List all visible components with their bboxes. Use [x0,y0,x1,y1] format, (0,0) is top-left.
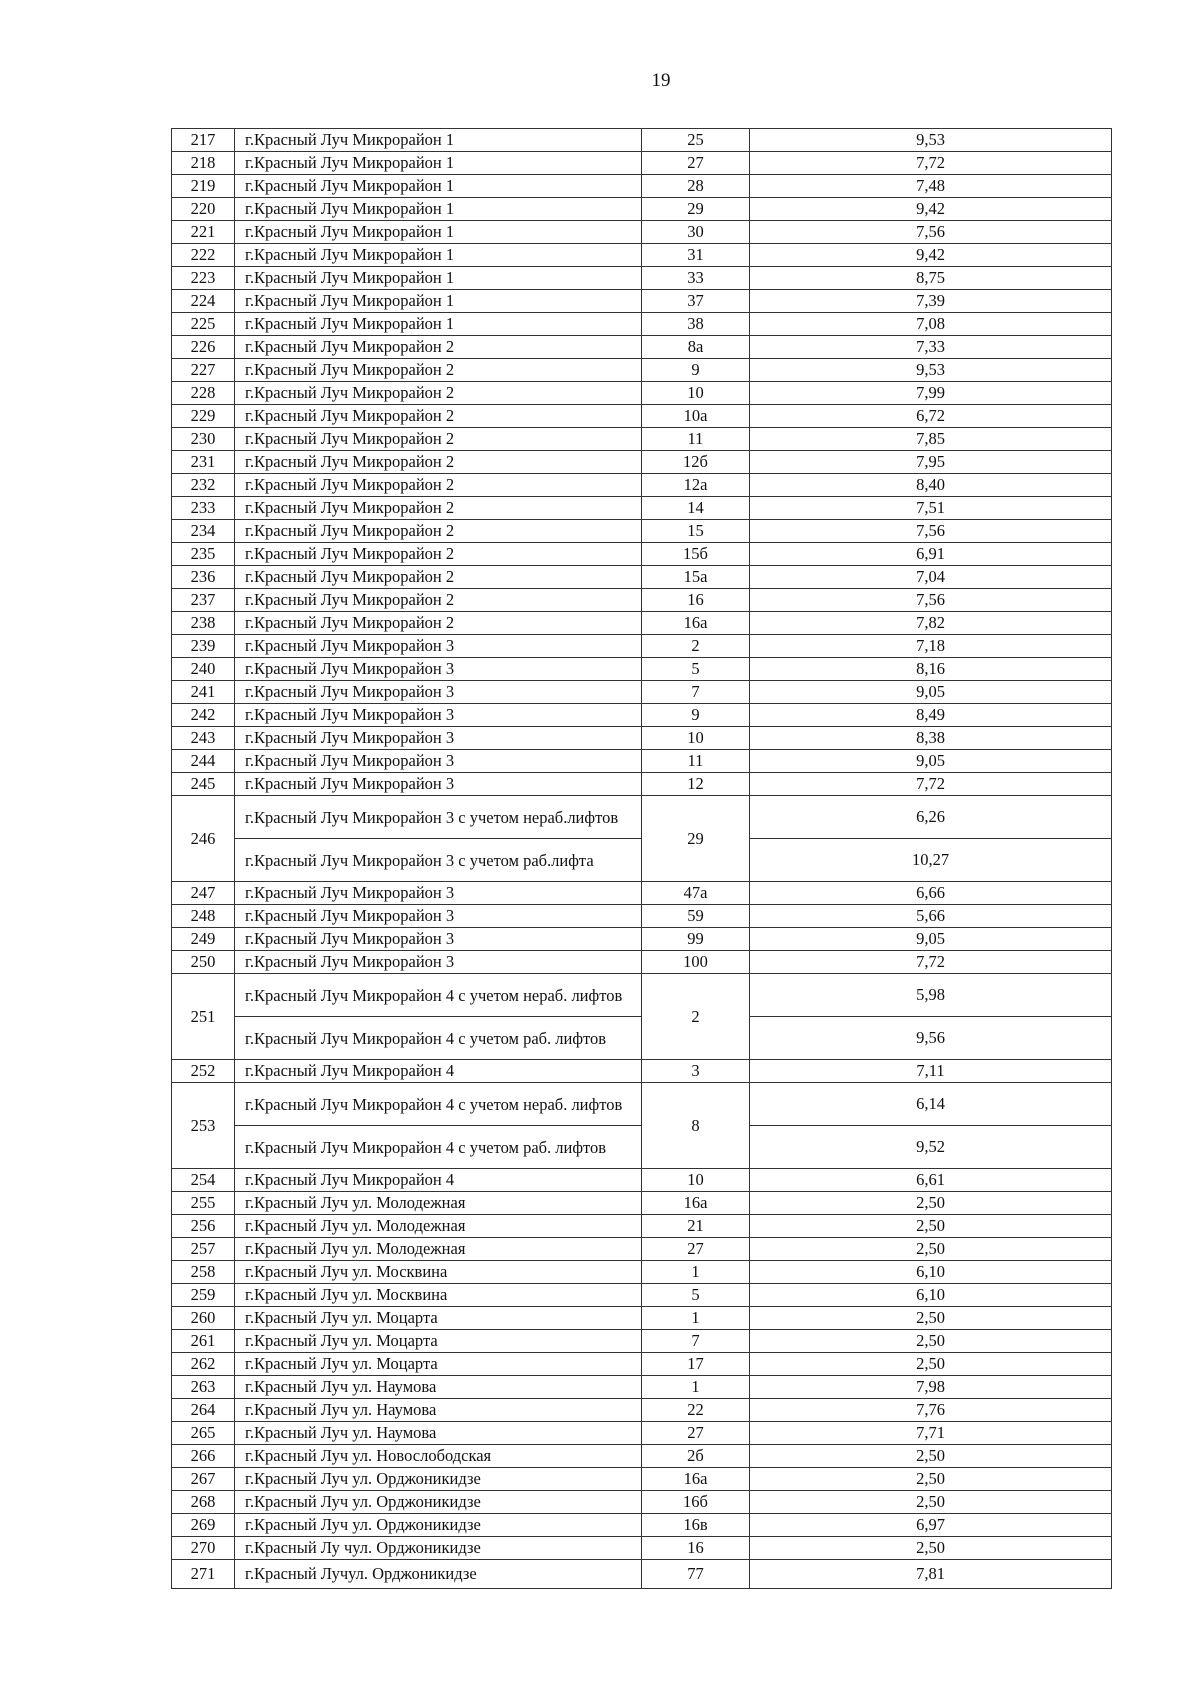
row-rate: 6,14 [750,1083,1112,1126]
table-row [172,336,1112,359]
row-house-number: 1 [642,1376,750,1399]
table-row [172,1215,1112,1238]
row-rate: 6,97 [750,1514,1112,1537]
row-house-number: 27 [642,1422,750,1445]
row-number: 224 [172,290,235,313]
row-address: г.Красный Луч Микрорайон 3 [235,635,642,658]
row-number: 265 [172,1422,235,1445]
table-row [172,1238,1112,1261]
table-row [172,750,1112,773]
row-house-number: 9 [642,359,750,382]
row-number: 267 [172,1468,235,1491]
row-rate: 8,40 [750,474,1112,497]
row-house-number: 14 [642,497,750,520]
row-number: 247 [172,882,235,905]
row-address: г.Красный Луч Микрорайон 3 [235,727,642,750]
row-house-number: 7 [642,681,750,704]
row-address: г.Красный Луч ул. Наумова [235,1422,642,1445]
row-number: 235 [172,543,235,566]
row-address: г.Красный Луч Микрорайон 2 [235,474,642,497]
row-rate: 9,42 [750,198,1112,221]
row-rate: 9,05 [750,928,1112,951]
row-rate: 8,49 [750,704,1112,727]
tariff-table [171,128,1112,1589]
table-row [172,928,1112,951]
row-rate: 7,99 [750,382,1112,405]
row-address: г.Красный Луч Микрорайон 2 [235,451,642,474]
row-rate: 10,27 [750,839,1112,882]
row-house-number: 16а [642,1468,750,1491]
row-rate: 7,71 [750,1422,1112,1445]
row-address: г.Красный Луч Микрорайон 4 с учетом нераб. лифтов [235,974,642,1017]
row-address: г.Красный Луч Микрорайон 3 с учетом раб.лифта [235,839,642,882]
row-rate: 9,53 [750,359,1112,382]
row-rate: 9,52 [750,1126,1112,1169]
row-address: г.Красный Луч Микрорайон 1 [235,221,642,244]
row-rate: 7,81 [750,1560,1112,1589]
row-address: г.Красный Луч ул. Наумова [235,1399,642,1422]
row-number: 239 [172,635,235,658]
row-house-number: 10 [642,1169,750,1192]
row-number: 260 [172,1307,235,1330]
row-rate: 6,91 [750,543,1112,566]
table-row [172,198,1112,221]
row-address: г.Красный Луч Микрорайон 1 [235,313,642,336]
row-rate: 7,08 [750,313,1112,336]
page-number: 19 [651,70,671,91]
row-house-number: 1 [642,1261,750,1284]
row-number: 254 [172,1169,235,1192]
row-number: 228 [172,382,235,405]
row-house-number: 9 [642,704,750,727]
row-rate: 7,72 [750,773,1112,796]
row-address: г.Красный Луч ул. Молодежная [235,1215,642,1238]
table-row [172,1353,1112,1376]
row-house-number: 15 [642,520,750,543]
table-row [172,474,1112,497]
row-address: г.Красный Луч Микрорайон 4 с учетом нераб. лифтов [235,1083,642,1126]
row-rate: 9,53 [750,129,1112,152]
row-rate: 7,18 [750,635,1112,658]
row-house-number: 16б [642,1491,750,1514]
row-address: г.Красный Луч ул. Москвина [235,1284,642,1307]
row-number: 248 [172,905,235,928]
row-address: г.Красный Луч ул. Молодежная [235,1192,642,1215]
row-house-number: 11 [642,750,750,773]
row-house-number: 29 [642,796,750,882]
row-number: 222 [172,244,235,267]
row-rate: 8,75 [750,267,1112,290]
table-row [172,1491,1112,1514]
table-row [172,175,1112,198]
row-house-number: 28 [642,175,750,198]
table-row [172,1083,1112,1126]
table-row [172,727,1112,750]
row-address: г.Красный Луч Микрорайон 3 с учетом нераб.лифтов [235,796,642,839]
row-address: г.Красный Луч Микрорайон 2 [235,589,642,612]
row-rate: 2,50 [750,1491,1112,1514]
row-number: 229 [172,405,235,428]
row-house-number: 59 [642,905,750,928]
row-address: г.Красный Луч ул. Моцарта [235,1330,642,1353]
row-rate: 7,33 [750,336,1112,359]
row-house-number: 12б [642,451,750,474]
row-address: г.Красный Луч Микрорайон 1 [235,290,642,313]
row-address: г.Красный Луч Микрорайон 2 [235,543,642,566]
table-row [172,1060,1112,1083]
table-row [172,1468,1112,1491]
row-address: г.Красный Луч Микрорайон 3 [235,928,642,951]
row-rate: 6,66 [750,882,1112,905]
row-rate: 2,50 [750,1238,1112,1261]
row-number: 237 [172,589,235,612]
row-rate: 6,10 [750,1284,1112,1307]
table-row [172,658,1112,681]
row-house-number: 30 [642,221,750,244]
row-number: 236 [172,566,235,589]
row-number: 261 [172,1330,235,1353]
row-number: 251 [172,974,235,1060]
row-rate: 8,38 [750,727,1112,750]
row-house-number: 15а [642,566,750,589]
row-house-number: 16в [642,1514,750,1537]
row-rate: 9,05 [750,681,1112,704]
row-rate: 9,56 [750,1017,1112,1060]
table-row [172,1422,1112,1445]
row-number: 264 [172,1399,235,1422]
row-house-number: 3 [642,1060,750,1083]
row-rate: 7,95 [750,451,1112,474]
row-rate: 7,56 [750,589,1112,612]
row-address: г.Красный Луч Микрорайон 1 [235,267,642,290]
tariff-table-body [172,129,1112,1589]
row-rate: 7,11 [750,1060,1112,1083]
row-address: г.Красный Луч Микрорайон 3 [235,658,642,681]
row-address: г.Красный Луч Микрорайон 3 [235,704,642,727]
row-address: г.Красный Луч Микрорайон 3 [235,905,642,928]
table-row [172,520,1112,543]
row-rate: 7,98 [750,1376,1112,1399]
row-rate: 7,82 [750,612,1112,635]
row-house-number: 100 [642,951,750,974]
row-address: г.Красный Луч ул. Орджоникидзе [235,1468,642,1491]
row-rate: 7,48 [750,175,1112,198]
row-address: г.Красный Луч Микрорайон 3 [235,951,642,974]
row-house-number: 11 [642,428,750,451]
row-house-number: 22 [642,1399,750,1422]
row-rate: 7,04 [750,566,1112,589]
row-address: г.Красный Луч Микрорайон 3 [235,681,642,704]
row-house-number: 47а [642,882,750,905]
row-rate: 5,98 [750,974,1112,1017]
row-address: г.Красный Луч Микрорайон 1 [235,152,642,175]
table-row [172,704,1112,727]
row-rate: 7,56 [750,221,1112,244]
row-house-number: 8а [642,336,750,359]
row-rate: 6,72 [750,405,1112,428]
row-number: 244 [172,750,235,773]
row-rate: 6,26 [750,796,1112,839]
row-house-number: 2б [642,1445,750,1468]
row-house-number: 5 [642,1284,750,1307]
row-rate: 2,50 [750,1307,1112,1330]
row-house-number: 16а [642,612,750,635]
row-house-number: 16 [642,1537,750,1560]
row-rate: 6,61 [750,1169,1112,1192]
row-rate: 7,72 [750,951,1112,974]
table-row [172,951,1112,974]
table-row [172,882,1112,905]
table-row [172,1307,1112,1330]
row-rate: 7,85 [750,428,1112,451]
table-row [172,290,1112,313]
table-row [172,244,1112,267]
row-house-number: 37 [642,290,750,313]
row-address: г.Красный Луч Микрорайон 1 [235,198,642,221]
row-address: г.Красный Луч Микрорайон 3 [235,773,642,796]
row-rate: 9,42 [750,244,1112,267]
row-rate: 2,50 [750,1330,1112,1353]
row-house-number: 17 [642,1353,750,1376]
row-number: 268 [172,1491,235,1514]
row-house-number: 77 [642,1560,750,1589]
row-house-number: 29 [642,198,750,221]
row-number: 238 [172,612,235,635]
row-number: 270 [172,1537,235,1560]
row-rate: 8,16 [750,658,1112,681]
row-rate: 5,66 [750,905,1112,928]
table-row [172,796,1112,839]
table-row [172,1537,1112,1560]
row-house-number: 1 [642,1307,750,1330]
table-row [172,1169,1112,1192]
row-address: г.Красный Луч ул. Новослободская [235,1445,642,1468]
table-row [172,267,1112,290]
table-row [172,359,1112,382]
row-house-number: 38 [642,313,750,336]
row-address: г.Красный Луч Микрорайон 2 [235,612,642,635]
row-rate: 9,05 [750,750,1112,773]
row-address: г.Красный Луч Микрорайон 2 [235,359,642,382]
row-number: 241 [172,681,235,704]
table-row [172,635,1112,658]
tariff-table-container [171,128,1112,1589]
row-number: 230 [172,428,235,451]
row-address: г.Красный Луч ул. Моцарта [235,1307,642,1330]
row-address: г.Красный Луч Микрорайон 2 [235,497,642,520]
row-address: г.Красный Луч Микрорайон 2 [235,336,642,359]
row-number: 257 [172,1238,235,1261]
row-rate: 7,51 [750,497,1112,520]
row-house-number: 12а [642,474,750,497]
row-number: 240 [172,658,235,681]
row-number: 259 [172,1284,235,1307]
row-address: г.Красный Луч Микрорайон 2 [235,520,642,543]
table-row [172,773,1112,796]
row-rate: 2,50 [750,1215,1112,1238]
table-row [172,1445,1112,1468]
table-row [172,497,1112,520]
row-number: 234 [172,520,235,543]
row-number: 253 [172,1083,235,1169]
row-house-number: 2 [642,974,750,1060]
table-row [172,129,1112,152]
table-row [172,382,1112,405]
row-number: 266 [172,1445,235,1468]
row-number: 252 [172,1060,235,1083]
row-house-number: 33 [642,267,750,290]
row-number: 231 [172,451,235,474]
row-address: г.Красный Луч Микрорайон 4 [235,1060,642,1083]
row-rate: 6,10 [750,1261,1112,1284]
row-number: 223 [172,267,235,290]
row-rate: 2,50 [750,1537,1112,1560]
row-number: 232 [172,474,235,497]
row-rate: 7,56 [750,520,1112,543]
row-address: г.Красный Луч ул. Орджоникидзе [235,1514,642,1537]
table-row [172,589,1112,612]
row-number: 258 [172,1261,235,1284]
table-row [172,1514,1112,1537]
row-house-number: 16а [642,1192,750,1215]
row-number: 245 [172,773,235,796]
row-number: 219 [172,175,235,198]
row-rate: 2,50 [750,1445,1112,1468]
table-row [172,313,1112,336]
row-number: 246 [172,796,235,882]
table-row [172,566,1112,589]
row-address: г.Красный Луч Микрорайон 3 [235,882,642,905]
row-rate: 2,50 [750,1353,1112,1376]
row-house-number: 31 [642,244,750,267]
row-number: 271 [172,1560,235,1589]
row-house-number: 27 [642,152,750,175]
row-address: г.Красный Лу чул. Орджоникидзе [235,1537,642,1560]
table-row [172,405,1112,428]
row-address: г.Красный Лучул. Орджоникидзе [235,1560,642,1589]
row-house-number: 5 [642,658,750,681]
row-house-number: 10а [642,405,750,428]
row-house-number: 25 [642,129,750,152]
row-number: 263 [172,1376,235,1399]
table-row [172,543,1112,566]
table-row [172,681,1112,704]
row-address: г.Красный Луч ул. Моцарта [235,1353,642,1376]
table-row [172,1330,1112,1353]
row-number: 221 [172,221,235,244]
row-number: 256 [172,1215,235,1238]
row-rate: 7,76 [750,1399,1112,1422]
row-address: г.Красный Луч Микрорайон 1 [235,244,642,267]
row-number: 262 [172,1353,235,1376]
row-address: г.Красный Луч ул. Молодежная [235,1238,642,1261]
row-address: г.Красный Луч Микрорайон 4 с учетом раб. лифтов [235,1126,642,1169]
row-address: г.Красный Луч Микрорайон 4 [235,1169,642,1192]
row-number: 243 [172,727,235,750]
row-house-number: 21 [642,1215,750,1238]
row-number: 269 [172,1514,235,1537]
row-number: 225 [172,313,235,336]
row-number: 249 [172,928,235,951]
table-row [172,1284,1112,1307]
row-address: г.Красный Луч Микрорайон 2 [235,428,642,451]
row-number: 217 [172,129,235,152]
table-row [172,905,1112,928]
row-address: г.Красный Луч ул. Наумова [235,1376,642,1399]
row-number: 220 [172,198,235,221]
row-address: г.Красный Луч ул. Москвина [235,1261,642,1284]
row-address: г.Красный Луч Микрорайон 4 с учетом раб. лифтов [235,1017,642,1060]
row-house-number: 12 [642,773,750,796]
row-house-number: 16 [642,589,750,612]
table-row [172,1399,1112,1422]
table-row [172,221,1112,244]
table-row [172,451,1112,474]
row-house-number: 99 [642,928,750,951]
row-house-number: 2 [642,635,750,658]
row-house-number: 10 [642,382,750,405]
row-number: 250 [172,951,235,974]
row-address: г.Красный Луч Микрорайон 2 [235,566,642,589]
row-house-number: 15б [642,543,750,566]
table-row [172,612,1112,635]
row-address: г.Красный Луч ул. Орджоникидзе [235,1491,642,1514]
row-number: 242 [172,704,235,727]
row-rate: 2,50 [750,1192,1112,1215]
row-house-number: 8 [642,1083,750,1169]
row-address: г.Красный Луч Микрорайон 2 [235,382,642,405]
table-row [172,152,1112,175]
row-number: 226 [172,336,235,359]
row-house-number: 10 [642,727,750,750]
row-rate: 7,72 [750,152,1112,175]
table-row [172,1192,1112,1215]
table-row [172,974,1112,1017]
row-rate: 2,50 [750,1468,1112,1491]
row-number: 255 [172,1192,235,1215]
row-rate: 7,39 [750,290,1112,313]
row-number: 233 [172,497,235,520]
row-address: г.Красный Луч Микрорайон 1 [235,175,642,198]
row-house-number: 27 [642,1238,750,1261]
row-house-number: 7 [642,1330,750,1353]
row-number: 218 [172,152,235,175]
table-row [172,428,1112,451]
table-row [172,1376,1112,1399]
row-address: г.Красный Луч Микрорайон 3 [235,750,642,773]
row-address: г.Красный Луч Микрорайон 2 [235,405,642,428]
row-number: 227 [172,359,235,382]
table-row [172,1261,1112,1284]
row-address: г.Красный Луч Микрорайон 1 [235,129,642,152]
table-row [172,1560,1112,1589]
